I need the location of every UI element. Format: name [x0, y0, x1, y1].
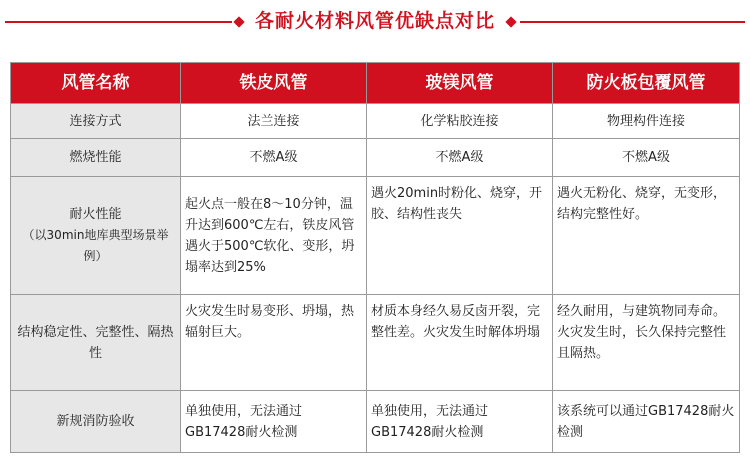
row-label-fire-resistance	[11, 177, 181, 295]
table-cell: 起火点一般在8～10分钟，温升达到600℃左右，铁皮风管遇火于500℃软化、变形，坍塌率达到25%	[181, 177, 367, 295]
row-label: 新规消防验收	[11, 391, 181, 453]
title-diamond-left	[233, 16, 244, 27]
table-cell: 物理构件连接	[553, 104, 740, 139]
table-row-connection	[11, 104, 740, 139]
table-row-fire-resistance	[11, 177, 740, 295]
table-cell: 单独使用，无法通过GB17428耐火检测	[181, 391, 367, 453]
table-row-acceptance	[11, 391, 740, 453]
table-cell: 材质本身经久易反卤开裂，完整性差。火灾发生时解体坍塌	[367, 295, 553, 391]
table-header-row	[11, 63, 740, 104]
header-iron-duct: 铁皮风管	[181, 63, 367, 104]
table-cell: 单独使用，无法通过GB17428耐火检测	[367, 391, 553, 453]
table-cell: 化学粘胶连接	[367, 104, 553, 139]
header-duct-name: 风管名称	[11, 63, 181, 104]
header-glass-magnesium-duct: 玻镁风管	[367, 63, 553, 104]
row-sublabel: （以30min地库典型场景举例）	[22, 228, 169, 263]
row-label: 结构稳定性、完整性、隔热性	[11, 295, 181, 391]
table-cell: 法兰连接	[181, 104, 367, 139]
row-label: 燃烧性能	[11, 139, 181, 177]
header-fireproof-board-duct: 防火板包覆风管	[553, 63, 740, 104]
row-label: 耐火性能	[69, 207, 122, 222]
table-cell: 不燃A级	[553, 139, 740, 177]
page-title: 各耐火材料风管优缺点对比	[254, 10, 495, 32]
title-bar	[0, 0, 750, 46]
table-cell: 不燃A级	[367, 139, 553, 177]
table-cell: 遇火无粉化、烧穿，无变形，结构完整性好。	[553, 177, 740, 295]
table-cell: 不燃A级	[181, 139, 367, 177]
table-cell: 火灾发生时易变形、坍塌，热辐射巨大。	[181, 295, 367, 391]
table-cell: 遇火20min时粉化、烧穿，开胶、结构性丧失	[367, 177, 553, 295]
title-diamond-right	[505, 16, 516, 27]
table-row-combustion	[11, 139, 740, 177]
table-cell: 经久耐用，与建筑物同寿命。火灾发生时，长久保持完整性且隔热。	[553, 295, 740, 391]
title-divider-left	[5, 21, 232, 23]
title-divider-right	[520, 21, 745, 23]
table-row-stability	[11, 295, 740, 391]
table-cell: 该系统可以通过GB17428耐火检测	[553, 391, 740, 453]
row-label: 连接方式	[11, 104, 181, 139]
comparison-table	[10, 62, 740, 453]
